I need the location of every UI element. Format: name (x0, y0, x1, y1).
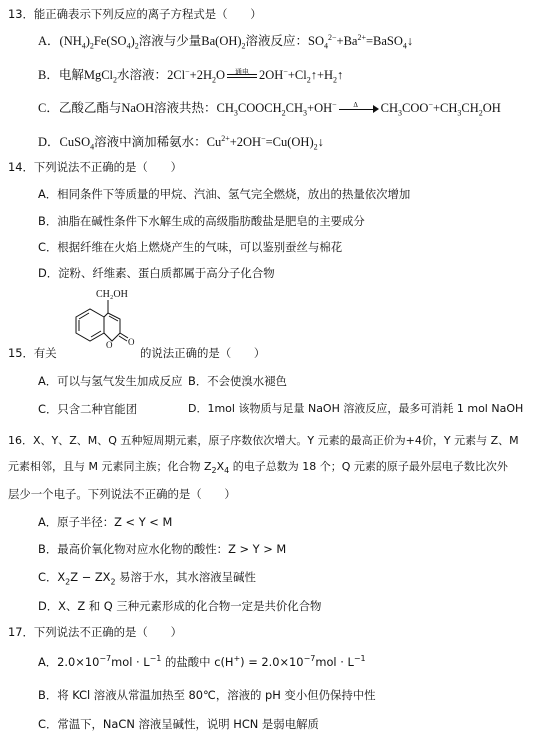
ch2oh-label: CH₂OH (96, 289, 128, 300)
q16-option-d: D．X、Z 和 Q 三种元素形成的化合物一定是共价化合物 (38, 599, 322, 613)
q15-option-a: A．可以与氢气发生加成反应 (38, 374, 183, 388)
reaction-arrow: Δ (339, 105, 379, 113)
q16-option-a: A．原子半径：Z < Y < M (38, 515, 173, 529)
q16-option-c: C．$X_2Z - ZX_2$ 易溶于水，其水溶液呈碱性 (38, 570, 256, 587)
q17-option-b: B．将 KCl 溶液从常温加热至 80℃，溶液的 pH 变小但仍保持中性 (38, 688, 376, 702)
q13-stem: 13．能正确表示下列反应的离子方程式是（ ） (8, 7, 262, 21)
q14-option-b: B．油脂在碱性条件下水解生成的高级脂肪酸盐是肥皂的主要成分 (38, 214, 365, 228)
q13-option-c: C．乙酸乙酯与NaOH溶液共热：$CH_3COOCH_2CH_3+OH^-$ Δ $CH_3COO^-+CH_3CH_2OH$ (38, 99, 501, 118)
q14-option-d: D．淀粉、纤维素、蛋白质都属于高分子化合物 (38, 266, 275, 280)
q17-stem: 17．下列说法不正确的是（ ） (8, 625, 182, 639)
q16-stem-line2: 元素相邻，且与 M 元素同主族；化合物 $Z_2X_4$ 的电子总数为 18 个；Q 元素的原子最外层电子数比次外 (8, 460, 508, 476)
coumarin-structure-diagram (56, 287, 140, 357)
q13-option-d: D．CuSO$_4$溶液中滴加稀氨水：$Cu^{2+}+2OH^-=Cu(OH)_2↓$ (38, 133, 324, 152)
q15-option-c: C．只含二种官能团 (38, 402, 138, 416)
q16-stem-line1: 16．X、Y、Z、M、Q 五种短周期元素，原子序数依次增大。Y 元素的最高正价为+4价，Y 元素与 Z、M (8, 434, 519, 447)
q15-option-d: D．1mol 该物质与足量 NaOH 溶液反应，最多可消耗 1 mol NaOH (188, 402, 524, 415)
q17-option-a: A．$2.0\times 10^{-7}mol \cdot L^{-1}$ 的盐酸中 $c(H^+) = 2.0\times 10^{-7}mol \cdot L^{-1}$ (38, 654, 366, 669)
q14-option-a: A．相同条件下等质量的甲烷、汽油、氢气完全燃烧，放出的热量依次增加 (38, 187, 411, 201)
svg-text:O: O (128, 337, 135, 347)
q14-stem: 14．下列说法不正确的是（ ） (8, 160, 182, 174)
q13-option-b: B．电解MgCl$_2$水溶液：$2Cl^-+2H_2O$ 通电 $2OH^-+Cl_2↑+H_2↑$ (38, 66, 344, 85)
q16-stem-line3: 层少一个电子。下列说法不正确的是（ ） (8, 487, 236, 501)
q15-option-b: B．不会使溴水褪色 (188, 374, 287, 388)
q15-stem-prefix: 15．有关 (8, 346, 57, 360)
q14-option-c: C．根据纤维在火焰上燃烧产生的气味，可以鉴别蚕丝与棉花 (38, 240, 343, 254)
q15-stem-suffix: 的说法正确的是（ ） (140, 346, 266, 360)
svg-text:O: O (106, 340, 113, 350)
electrolysis-equals-sign: 通电 (227, 72, 257, 80)
q17-option-c: C．常温下，NaCN 溶液呈碱性，说明 HCN 是弱电解质 (38, 717, 319, 731)
q13-option-a: A．$(NH_4)_2Fe(SO_4)_2$溶液与少量$Ba(OH)_2$溶液反应：$SO_4^{2-}+Ba^{2+}=BaSO_4↓$ (38, 32, 414, 51)
q16-option-b: B．最高价氧化物对应水化物的酸性：Z > Y > M (38, 542, 287, 556)
